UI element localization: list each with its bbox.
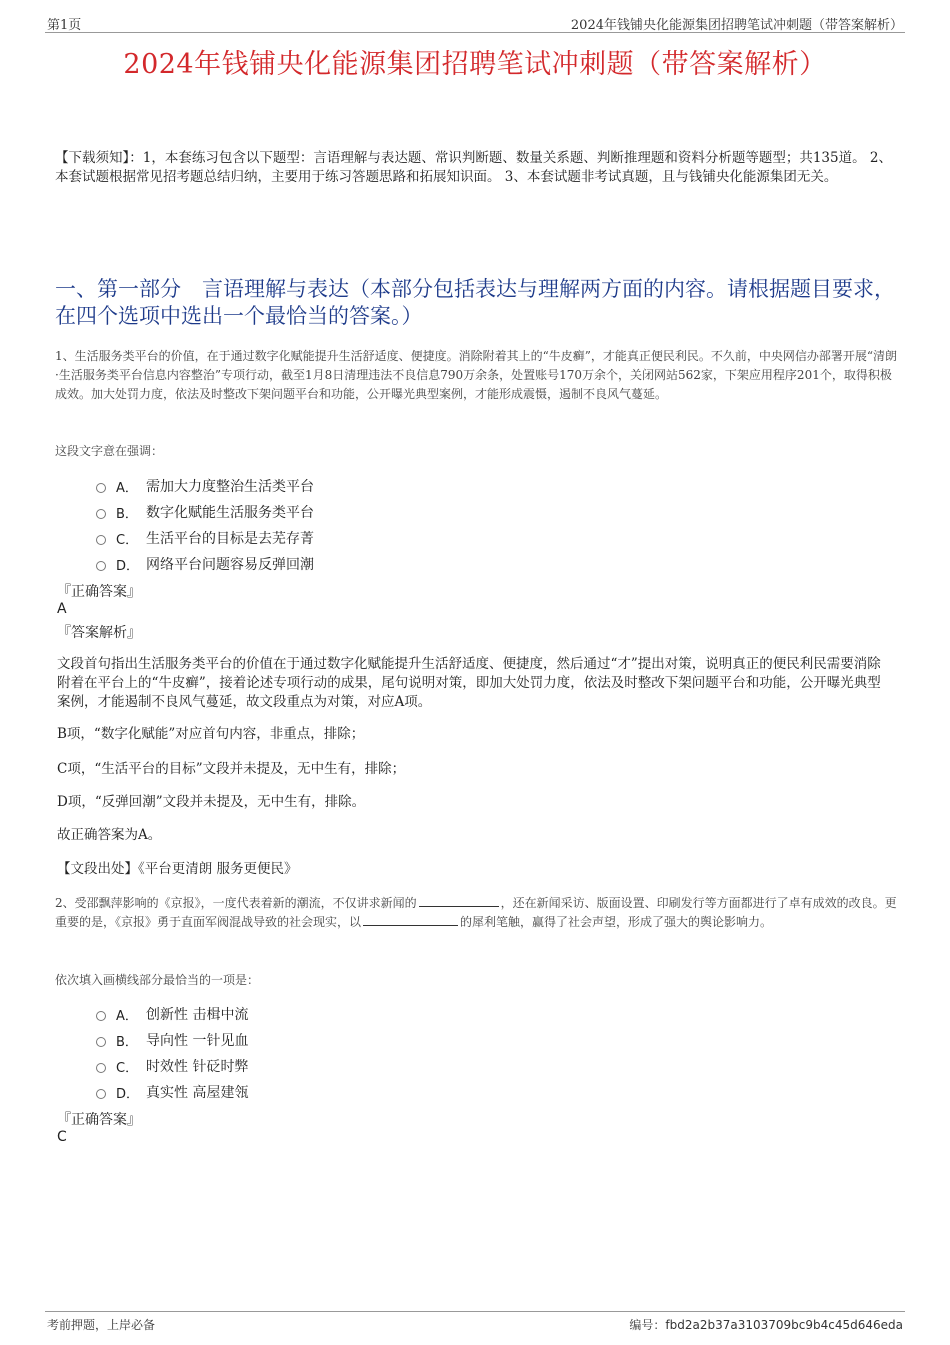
footer-code [629,1316,903,1333]
option-letter: B． [116,506,138,522]
option-text: 创新性 击楫中流 [146,1007,249,1023]
q1-option-d[interactable] [96,553,314,575]
fill-blank-2 [363,913,458,926]
footer-divider [45,1311,905,1312]
option-text: 时效性 针砭时弊 [146,1059,249,1075]
page-number: 第1页 [47,18,82,33]
option-letter: A． [116,480,138,496]
option-text: 网络平台问题容易反弹回潮 [146,557,314,573]
q1-analysis-conclusion: 故正确答案为A。 [57,827,162,843]
q1-option-b[interactable] [96,501,314,523]
q1-analysis-b: B项，“数字化赋能”对应首句内容，非重点，排除； [57,726,365,742]
page-title: 2024年钱铺央化能源集团招聘笔试冲刺题（带答案解析） [123,49,827,80]
question-2-prompt: 依次填入画横线部分最恰当的一项是： [55,973,260,987]
option-letter: C． [116,532,139,548]
q1-analysis-source: 【文段出处】《平台更清朗 服务更便民》 [57,861,298,877]
radio-icon[interactable] [96,535,106,545]
q2-answer: C [57,1129,67,1145]
q2-answer-label: 『正确答案』 [57,1112,141,1128]
option-text: 生活平台的目标是去芜存菁 [146,531,314,547]
radio-icon[interactable] [96,1037,106,1047]
q2-option-b[interactable] [96,1029,248,1051]
footer-code-label: 编号： [629,1318,666,1332]
q2-text-part3: 的犀利笔触，赢得了社会声望，形成了强大的舆论影响力。 [460,915,773,929]
header-doc-title: 2024年钱铺央化能源集团招聘笔试冲刺题（带答案解析） [570,18,903,33]
option-letter: B． [116,1034,138,1050]
option-text: 需加大力度整治生活类平台 [146,479,314,495]
q1-answer: A [57,601,67,617]
q1-answer-label: 『正确答案』 [57,584,141,600]
q2-option-d[interactable] [96,1081,248,1103]
option-text: 数字化赋能生活服务类平台 [146,505,314,521]
q2-option-c[interactable] [96,1055,248,1077]
q2-text-part2: ，还在新闻采访、版面设置、印刷发行等方面都进行了卓有成效的改良。更重要的是，《京报》勇于直面军阀混战导致的社会现实，以 [55,896,897,929]
radio-icon[interactable] [96,483,106,493]
footer-slogan: 考前押题，上岸必备 [47,1318,156,1332]
q2-text-part1: 2、受邵飘萍影响的《京报》，一度代表着新的潮流，不仅讲求新闻的 [55,896,417,910]
option-text: 真实性 高屋建瓴 [146,1085,249,1101]
question-1-prompt: 这段文字意在强调： [55,444,164,458]
fill-blank-1 [419,894,499,907]
radio-icon[interactable] [96,561,106,571]
option-letter: D． [116,558,140,574]
q1-analysis-label: 『答案解析』 [57,625,141,641]
radio-icon[interactable] [96,1089,106,1099]
q1-analysis-d: D项，“反弹回潮”文段并未提及，无中生有，排除。 [57,794,366,810]
header-divider [45,32,905,33]
question-1-text: 1、生活服务类平台的价值，在于通过数字化赋能提升生活舒适度、便捷度。消除附着其上的“牛皮癣”，才能真正便民利民。不久前，中央网信办部署开展“清朗·生活服务类平台信息内容整治”专项行动，截至1月8日清理违法不良信息790万余条，处置账号170万余个，关闭网站562家，下架应用程序201个，取得积极成效。加大处罚力度，依法及时整改下架问题平台和功能，公开曝光典型案例，才能形成震慑，遏制不良风气蔓延。 [55,349,898,401]
radio-icon[interactable] [96,1063,106,1073]
footer-code-value: fbd2a2b37a3103709bc9b4c45d646eda [665,1318,903,1332]
radio-icon[interactable] [96,1011,106,1021]
q1-option-a[interactable] [96,475,314,497]
option-letter: A． [116,1008,138,1024]
q1-option-c[interactable] [96,527,314,549]
option-text: 导向性 一针见血 [146,1033,249,1049]
radio-icon[interactable] [96,509,106,519]
question-2-text [55,894,900,932]
q2-option-a[interactable] [96,1003,248,1025]
q1-analysis-c: C项，“生活平台的目标”文段并未提及，无中生有，排除； [57,761,406,777]
option-letter: C． [116,1060,139,1076]
option-letter: D． [116,1086,140,1102]
download-notice: 【下载须知】：1，本套练习包含以下题型：言语理解与表达题、常识判断题、数量关系题、判断推理题和资料分析题等题型；共135道。 2、本套试题根据常见招考题总结归纳，主要用于练习答题思路和拓展知识面。 3、本套试题非考试真题，且与钱铺央化能源集团无关。 [55,150,892,185]
section-title: 一、第一部分 言语理解与表达（本部分包括表达与理解两方面的内容。请根据题目要求，在四个选项中选出一个最恰当的答案。） [55,277,895,328]
q1-analysis-paragraph: 文段首句指出生活服务类平台的价值在于通过数字化赋能提升生活舒适度、便捷度，然后通过“才”提出对策，说明真正的便民利民需要消除附着在平台上的“牛皮癣”，接着论述专项行动的成果，尾句说明对策，即加大处罚力度，依法及时整改下架问题平台和功能，公开曝光典型案例，才能遏制不良风气蔓延，故文段重点为对策，对应A项。 [57,656,881,710]
